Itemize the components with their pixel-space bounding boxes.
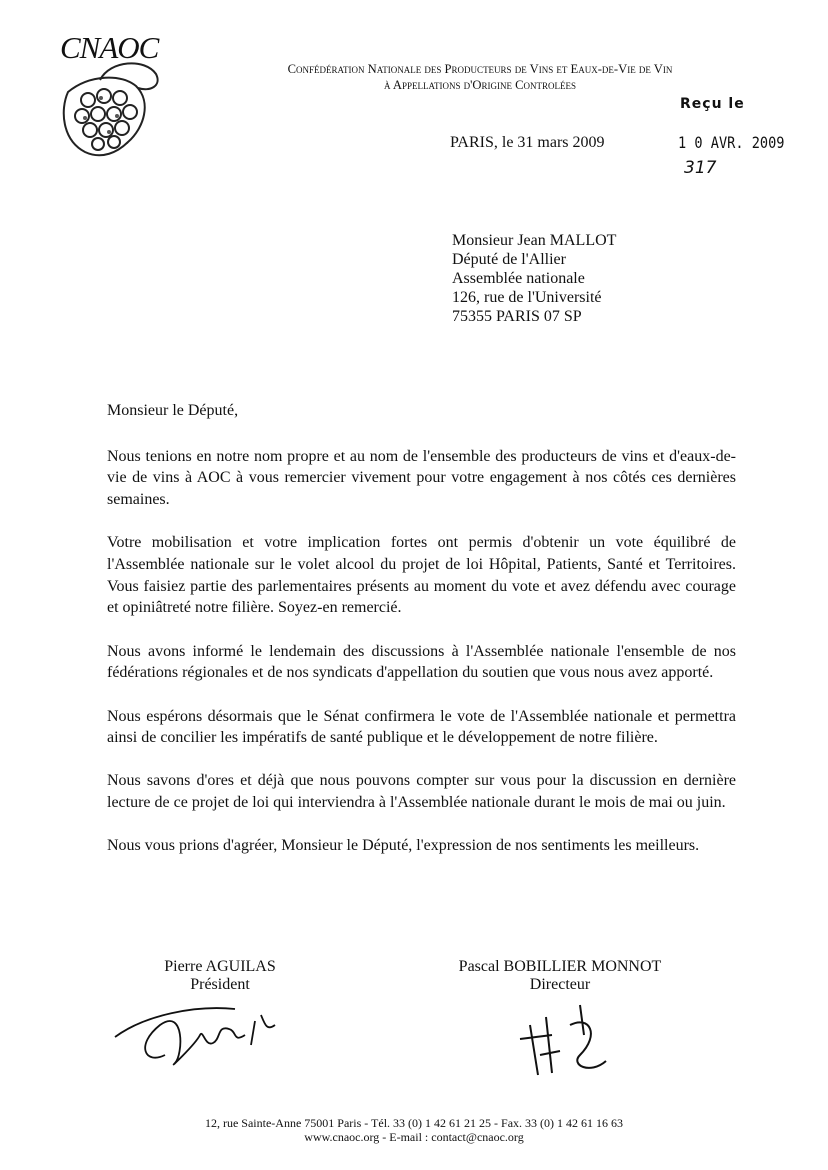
paragraph: Votre mobilisation et votre implication fortes ont permis d'obtenir un vote équilibré de l'Assemblée nationale sur le volet alcool du projet de loi Hôpital, Patients, Santé et Territoires. Vous faisiez partie des parlementaires présents au moment du vote et avez défendu avec courage et opiniâtreté notre filière. Soyez-en remercié.: [107, 534, 736, 617]
recipient-street: 126, rue de l'Université: [452, 289, 602, 306]
paragraph: Nous avons informé le lendemain des discussions à l'Assemblée nationale l'ensemble de nos fédérations régionales et de nos syndicats d'appellation du soutien que vous nous avez apporté.: [107, 642, 736, 682]
recipient-title: Député de l'Allier: [452, 251, 566, 268]
signatory-director: [430, 958, 690, 994]
footer-contact: www.cnaoc.org - E-mail : contact@cnaoc.org: [304, 1130, 524, 1144]
signatory-role: Directeur: [529, 976, 591, 993]
paragraph: Nous espérons désormais que le Sénat confirmera le vote de l'Assemblée nationale et permettra ainsi de concilier les impératifs de santé publique et le développement de notre filière.: [107, 707, 736, 747]
recipient-institution: Assemblée nationale: [452, 270, 585, 287]
received-stamp-date: 1 0 AVR. 2009: [678, 133, 785, 152]
received-stamp-number: 317: [684, 158, 717, 178]
recipient-name: Monsieur Jean MALLOT: [452, 232, 617, 249]
salutation: Monsieur le Député,: [107, 402, 239, 419]
letter-date: PARIS, le 31 mars 2009: [450, 134, 605, 151]
signatory-name: Pierre AGUILAS: [164, 958, 276, 975]
footer-address: 12, rue Sainte-Anne 75001 Paris - Tél. 33 (0) 1 42 61 21 25 - Fax. 33 (0) 1 42 61 16 63: [204, 1116, 624, 1130]
recipient-address: [452, 231, 616, 326]
closing: Nous vous prions d'agréer, Monsieur le Député, l'expression de nos sentiments les meilleurs.: [107, 837, 700, 855]
paragraph: Nous tenions en notre nom propre et au nom de l'ensemble des producteurs de vins et d'eaux-de-vie de vins à AOC à vous remercier vivement pour votre engagement à nos côtés ces dernières semaines.: [107, 447, 736, 509]
letter-body: [107, 400, 736, 879]
president-signature: [105, 985, 305, 1075]
signatory-name: Pascal BOBILLIER MONNOT: [458, 958, 662, 975]
organization-name: Confédération Nationale des Producteurs de Vins et Eaux-de-Vie de Vin: [287, 62, 673, 76]
signatory-role: Président: [190, 976, 250, 993]
director-signature: [510, 995, 620, 1085]
paragraph: Nous savons d'ores et déjà que nous pouvons compter sur vous pour la discussion en dernière lecture de ce projet de loi qui interviendra à l'Assemblée nationale durant le mois de mai ou juin.: [107, 772, 736, 812]
recipient-city: 75355 PARIS 07 SP: [452, 308, 582, 325]
cnaoc-logo: [40, 30, 190, 170]
received-stamp-label: Reçu le: [680, 96, 745, 112]
logo-text: CNAOC: [60, 30, 159, 65]
organization-subtitle: à Appellations d'Origine Controlées: [383, 78, 577, 92]
